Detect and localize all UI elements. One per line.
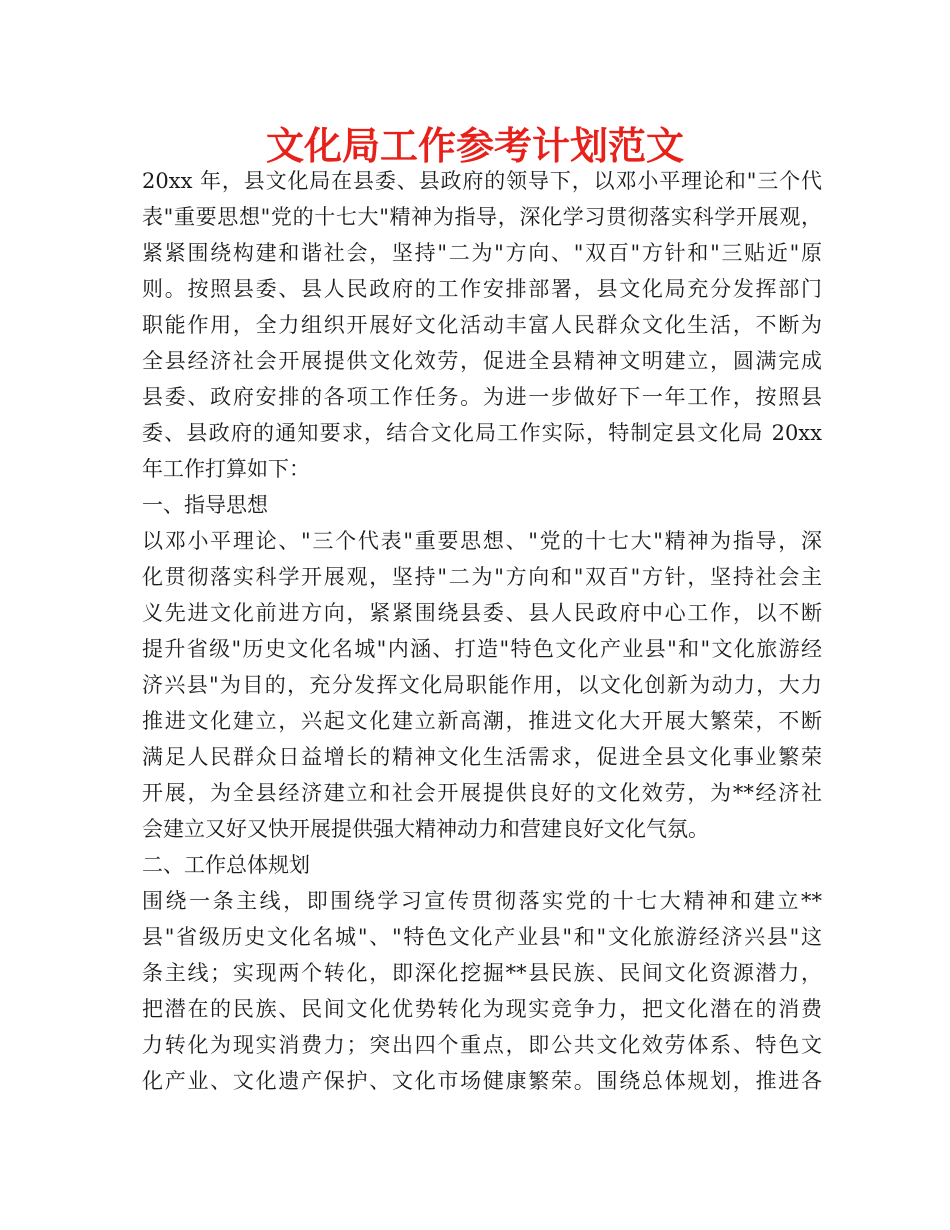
body-line: 全县经济社会开展提供文化效劳，促进全县精神文明建立，圆满完成	[142, 349, 822, 373]
body-line: 委、县政府的通知要求，结合文化局工作实际，特制定县文化局 20xx	[142, 421, 822, 445]
body-line: 义先进文化前进方向，紧紧围绕县委、县人民政府中心工作，以不断	[142, 601, 822, 625]
body-line: 会建立又好又快开展提供强大精神动力和营建良好文化气氛。	[142, 817, 709, 841]
body-line: 年工作打算如下：	[142, 457, 310, 481]
body-line: 表"重要思想"党的十七大"精神为指导，深化学习贯彻落实科学开展观，	[142, 205, 822, 229]
body-line: 力转化为现实消费力；突出四个重点，即公共文化效劳体系、特色文	[142, 1033, 822, 1057]
section-heading: 二、工作总体规划	[142, 853, 310, 877]
body-line: 县委、政府安排的各项工作任务。为进一步做好下一年工作，按照县	[142, 385, 822, 409]
body-line: 条主线；实现两个转化，即深化挖掘**县民族、民间文化资源潜力，	[142, 961, 822, 985]
body-line: 化贯彻落实科学开展观，坚持"二为"方向和"双百"方针，坚持社会主	[142, 565, 822, 589]
body-line: 把潜在的民族、民间文化优势转化为现实竞争力，把文化潜在的消费	[142, 997, 822, 1021]
body-line: 围绕一条主线，即围绕学习宣传贯彻落实党的十七大精神和建立**	[142, 889, 822, 913]
body-line: 县"省级历史文化名城"、"特色文化产业县"和"文化旅游经济兴县"这	[142, 925, 822, 949]
body-line: 开展，为全县经济建立和社会开展提供良好的文化效劳，为**经济社	[142, 781, 822, 805]
body-line: 推进文化建立，兴起文化建立新高潮，推进文化大开展大繁荣，不断	[142, 709, 822, 733]
body-line: 紧紧围绕构建和谐社会，坚持"二为"方向、"双百"方针和"三贴近"原	[142, 241, 822, 265]
section-heading: 一、指导思想	[142, 493, 268, 517]
body-line: 以邓小平理论、"三个代表"重要思想、"党的十七大"精神为指导，深	[142, 529, 822, 553]
body-line: 化产业、文化遗产保护、文化市场健康繁荣。围绕总体规划，推进各	[142, 1069, 822, 1093]
document-title: 文化局工作参考计划范文	[265, 124, 684, 168]
document-body	[142, 163, 822, 1099]
body-line: 职能作用，全力组织开展好文化活动丰富人民群众文化生活，不断为	[142, 313, 822, 337]
body-line: 20xx 年，县文化局在县委、县政府的领导下，以邓小平理论和"三个代	[142, 169, 822, 193]
body-line: 济兴县"为目的，充分发挥文化局职能作用，以文化创新为动力，大力	[142, 673, 822, 697]
body-line: 则。按照县委、县人民政府的工作安排部署，县文化局充分发挥部门	[142, 277, 822, 301]
body-line: 提升省级"历史文化名城"内涵、打造"特色文化产业县"和"文化旅游经	[142, 637, 822, 661]
body-line: 满足人民群众日益增长的精神文化生活需求，促进全县文化事业繁荣	[142, 745, 822, 769]
